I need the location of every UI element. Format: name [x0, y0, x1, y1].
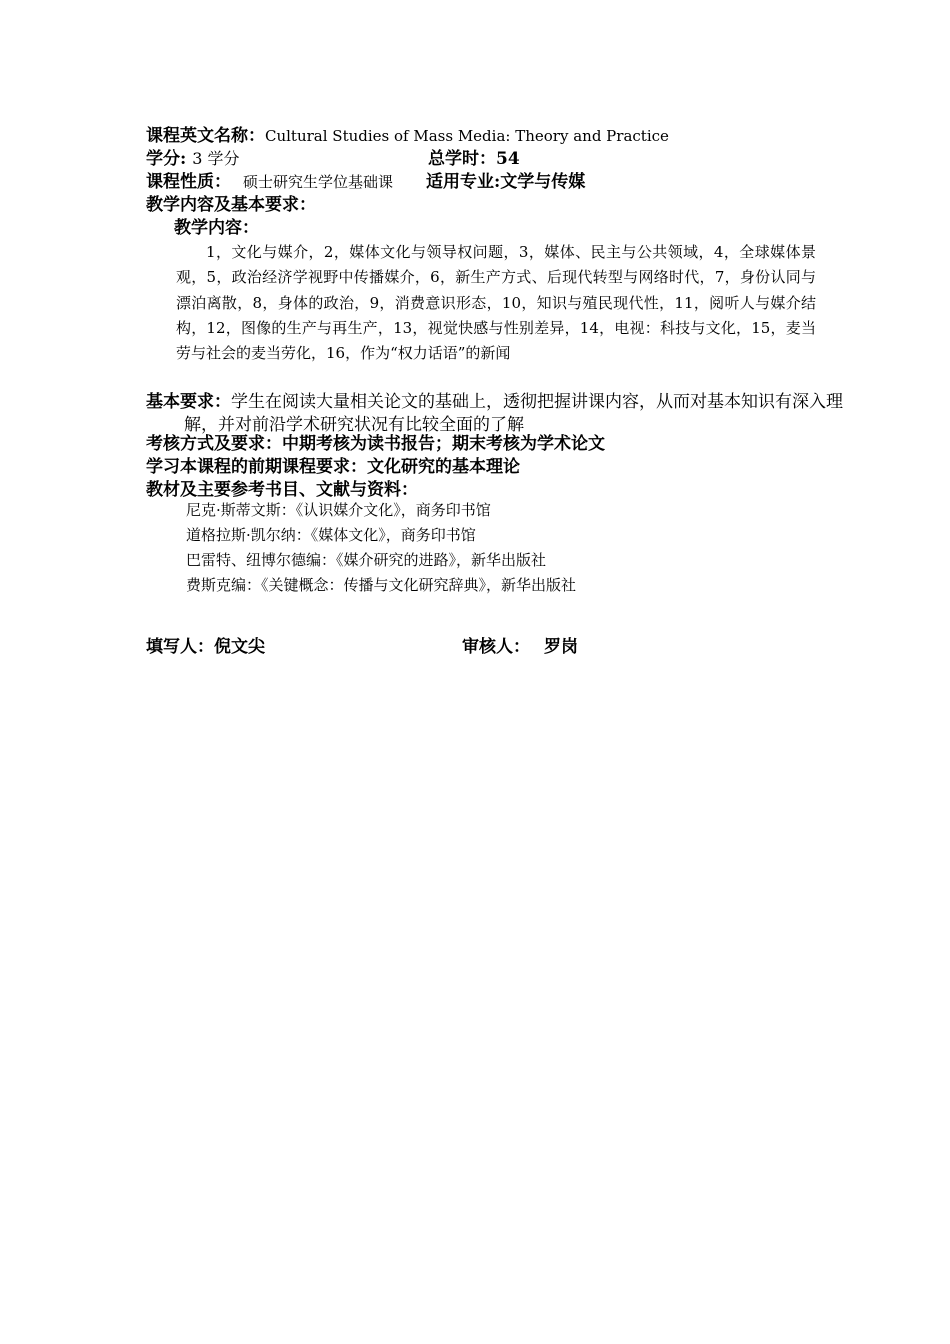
teaching-content-text: 1，文化与媒介，2，媒体文化与领导权问题，3，媒体、民主与公共领域，4，全球媒体景观，5，政治经济学视野中传播媒介，6，新生产方式、后现代转型与网络时代，7，身份认同与漂泊离散，8，身体的政治，9，消费意识形态，10，知识与殖民现代性，11，阅听人与媒介结构，12，图像的生产与再生产，13，视觉快感与性别差异，14，电视：科技与文化，15，麦当劳与社会的麦当劳化，16，作为“权力话语”的新闻 [176, 243, 816, 363]
major-row [426, 174, 585, 191]
reviewer-name: 罗岗 [544, 637, 578, 657]
reference-item: 道格拉斯·凯尔纳：《媒体文化》，商务印书馆 [186, 526, 476, 544]
filled-by-label: 填写人： [146, 637, 214, 657]
reference-item: 巴雷特、纽博尔德编：《媒介研究的进路》，新华出版社 [186, 551, 547, 569]
teaching-section-heading: 教学内容及基本要求： [146, 195, 316, 215]
hours-value: 54 [496, 149, 520, 169]
english-name-value: Cultural Studies of Mass Media: Theory and Practice [265, 127, 669, 145]
nature-row [146, 174, 393, 191]
filled-by-name: 倪文尖 [214, 637, 265, 657]
basic-requirements-label: 基本要求： [146, 392, 231, 412]
major-value: 文学与传媒 [500, 172, 586, 192]
basic-requirements-text: 学生在阅读大量相关论文的基础上，透彻把握讲课内容，从而对基本知识有深入理解，并对前沿学术研究状况有比较全面的了解 [184, 392, 843, 435]
basic-requirements-row [146, 391, 848, 437]
reviewer-label: 审核人： [462, 637, 530, 657]
reference-item: 费斯克编：《关键概念：传播与文化研究辞典》，新华出版社 [186, 576, 577, 594]
references-heading: 教材及主要参考书目、文献与资料： [146, 480, 418, 500]
reviewer [462, 639, 578, 656]
reference-item: 尼克·斯蒂文斯：《认识媒介文化》，商务印书馆 [186, 501, 491, 519]
prerequisite-line: 学习本课程的前期课程要求：文化研究的基本理论 [146, 457, 520, 477]
credits-label: 学分: [146, 149, 193, 169]
hours-label: 总学时： [428, 149, 496, 169]
nature-value: 硕士研究生学位基础课 [243, 173, 394, 191]
english-name-label: 课程英文名称： [146, 126, 265, 146]
english-name-row [146, 128, 669, 145]
filled-by [146, 639, 265, 656]
hours-row [428, 151, 520, 168]
credits-row [146, 151, 239, 168]
nature-label: 课程性质： [146, 172, 231, 192]
teaching-content-heading: 教学内容： [174, 218, 259, 238]
credits-value: 3 学分 [192, 149, 240, 168]
assessment-line: 考核方式及要求：中期考核为读书报告；期末考核为学术论文 [146, 434, 605, 454]
major-label: 适用专业: [426, 172, 501, 192]
